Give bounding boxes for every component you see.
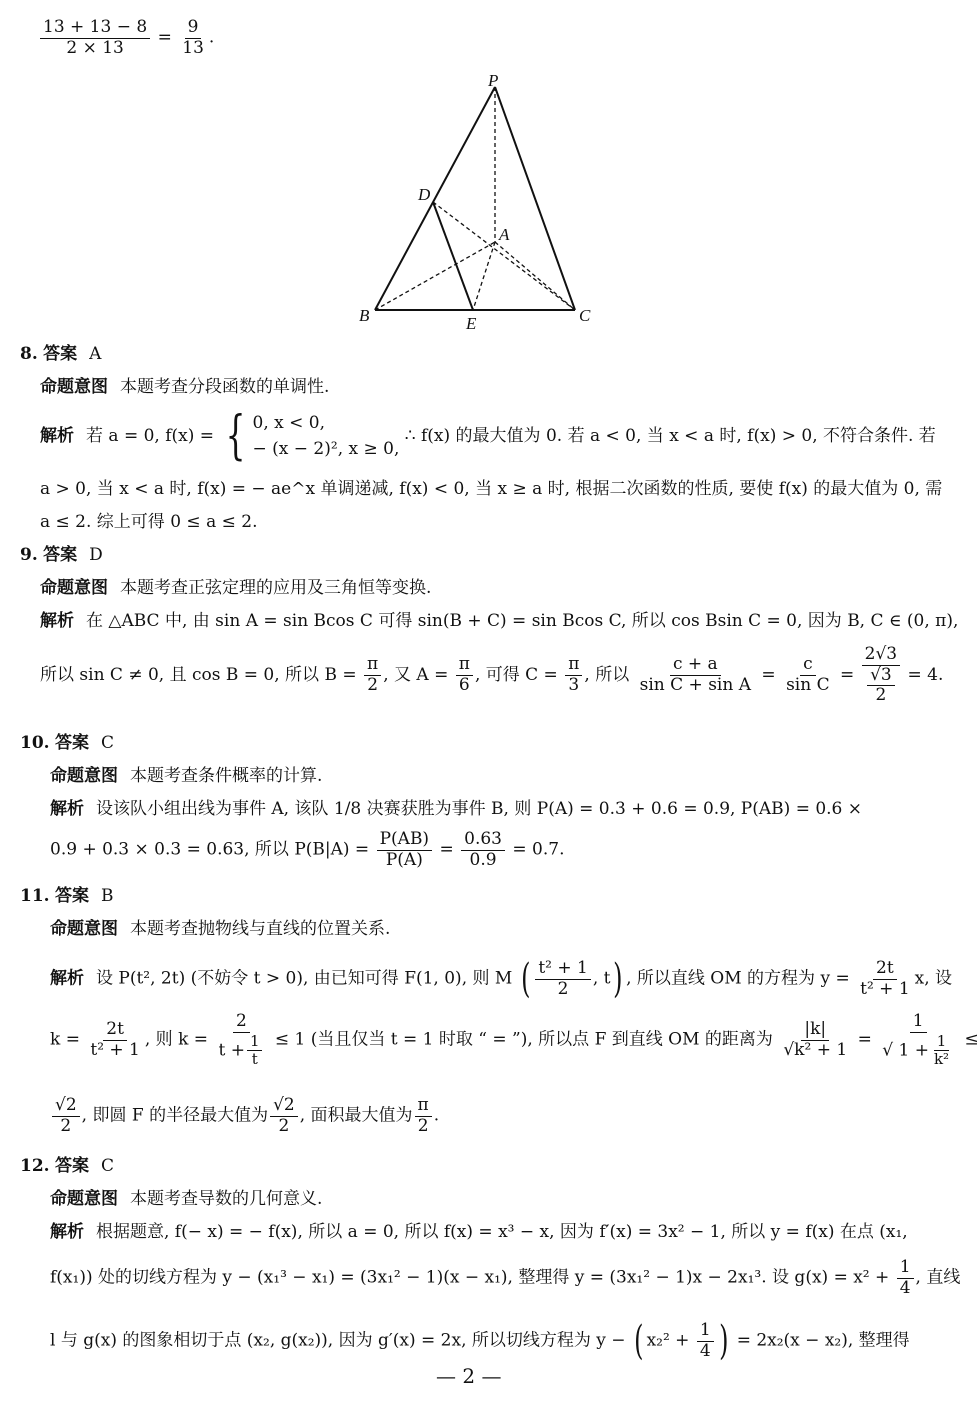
page-number: — 2 —: [436, 1364, 502, 1388]
q12-text-3b: x₂² +: [646, 1330, 690, 1351]
den: 2: [60, 1115, 72, 1136]
q11-intent: 本题考查抛物线与直线的位置关系.: [130, 919, 391, 939]
m-t: , t: [592, 968, 611, 989]
num: t² + 1: [535, 959, 591, 980]
label-C: C: [579, 306, 591, 325]
answer-label: 答案: [54, 886, 89, 906]
q11-analysis-line3: [50, 1096, 439, 1136]
label-E: E: [466, 314, 477, 333]
two: 2: [367, 674, 379, 695]
den: 2: [417, 1115, 429, 1136]
q12-analysis-line1: [50, 1222, 908, 1242]
edge-AE: [473, 242, 495, 310]
pi: π: [364, 655, 381, 676]
intent-label: 命题意图: [40, 578, 108, 598]
le-sign: ≤: [964, 1029, 979, 1050]
frac-1-4: [897, 1258, 914, 1298]
t: t: [251, 1049, 258, 1068]
q11-intent-line: [50, 919, 390, 939]
paren-left: (: [634, 1318, 644, 1364]
q9-number: 9.: [20, 545, 38, 565]
q8-analysis-line2: [40, 479, 942, 499]
result-denominator: 13: [182, 37, 204, 58]
q9-text-2b: , 又 A =: [383, 664, 449, 685]
den: [862, 666, 900, 706]
q11-text-3c: , 即圆 F 的半径最大值为: [81, 1105, 269, 1126]
den: P(A): [385, 849, 423, 870]
num: 2t: [873, 959, 897, 980]
intent-label: 命题意图: [50, 919, 118, 939]
one: 1: [247, 1033, 263, 1051]
q8-answer: A: [89, 344, 102, 364]
pyramid-figure: [350, 70, 610, 340]
q8-text-2: a > 0, 当 x < a 时, f(x) = − ae^x 单调递减, f(x) < 0, 当 x ≥ a 时, 根据二次函数的性质, 要使 f(x) 的最大值为 0, 需: [40, 479, 943, 499]
analysis-label: 解析: [50, 799, 84, 819]
q12-answer: C: [100, 1156, 114, 1176]
frac-m: [535, 959, 591, 999]
six: 6: [458, 674, 470, 695]
sqrt-1-plus: √ 1 +: [882, 1039, 929, 1060]
q12-analysis-line3: [50, 1317, 910, 1365]
num: 1: [897, 1258, 914, 1279]
answer-label: 答案: [54, 733, 89, 753]
num: c: [800, 655, 816, 676]
edge-PB: [375, 87, 495, 310]
den: t² + 1: [90, 1039, 140, 1060]
frac-k: [87, 1020, 143, 1060]
frac-sqrt2-2b: [270, 1096, 298, 1136]
q12-text-2a: f(x₁)) 处的切线方程为 y − (x₁³ − x₁) = (3x₁² − 1)(x − x₁), 整理得 y = (3x₁² − 1)x − 2x₁³. 设 g(x) = x² +: [50, 1267, 890, 1288]
label-D: D: [418, 185, 431, 204]
q8-intent-line: [40, 377, 329, 397]
frac-numerator: 13 + 13 − 8: [40, 18, 150, 39]
frac-dist: [780, 1020, 850, 1060]
frac-e: [879, 1012, 957, 1068]
frac-ca: [637, 655, 754, 695]
k2: k²: [933, 1049, 950, 1068]
den: [215, 1033, 267, 1069]
q8-number: 8.: [20, 344, 38, 364]
num: 2√3: [862, 645, 900, 666]
equals: =: [439, 839, 454, 860]
num: 1: [697, 1321, 714, 1342]
top-fraction: [40, 18, 150, 58]
q10-intent-line: [50, 766, 322, 786]
den: 2: [557, 978, 569, 999]
num: 1: [910, 1012, 927, 1033]
intent-label: 命题意图: [50, 766, 118, 786]
analysis-label: 解析: [50, 1222, 84, 1242]
q9-analysis-line1: [40, 611, 958, 631]
q9-text-2c: , 可得 C =: [474, 664, 558, 685]
q10-text-2: 0.9 + 0.3 × 0.3 = 0.63, 所以 P(B|A) =: [50, 839, 370, 860]
q11-answer: B: [100, 886, 114, 906]
frac-k2: [215, 1012, 267, 1068]
q12-text-3a: l 与 g(x) 的图象相切于点 (x₂, g(x₂)), 因为 g′(x) = 2x, 所以切线方程为 y −: [50, 1330, 626, 1351]
equals: =: [761, 664, 776, 685]
q11-text-1a: 设 P(t², 2t) (不妨令 t > 0), 由已知可得 F(1, 0), 则 M: [96, 968, 513, 989]
q10-answer: C: [100, 733, 114, 753]
q9-intent-line: [40, 578, 431, 598]
answer-label: 答案: [43, 344, 78, 364]
num: P(AB): [377, 830, 432, 851]
sqrt3: √3: [867, 666, 895, 687]
num: √2: [52, 1096, 80, 1117]
q9-answer: D: [89, 545, 103, 565]
equals: =: [840, 664, 855, 685]
num: π: [415, 1096, 432, 1117]
q11-text-1c: x, 设: [914, 968, 953, 989]
num: √2: [270, 1096, 298, 1117]
paren-right: ): [613, 956, 623, 1002]
piecewise-cases: [253, 410, 400, 463]
frac-c-sinc: [783, 655, 833, 695]
analysis-label: 解析: [40, 425, 74, 446]
q8-text-cont: ∴ f(x) 的最大值为 0. 若 a < 0, 当 x < a 时, f(x) > 0, 不符合条件. 若: [404, 425, 936, 446]
period: .: [208, 27, 215, 48]
q12-number: 12.: [20, 1156, 50, 1176]
answer-label: 答案: [54, 1156, 89, 1176]
den: sin C + sin A: [639, 674, 751, 695]
q11-text-3d: , 面积最大值为: [299, 1105, 413, 1126]
den: 2: [278, 1115, 290, 1136]
q10-analysis-line2: [50, 830, 565, 870]
analysis-label: 解析: [50, 968, 84, 989]
q11-text-1b: , 所以直线 OM 的方程为 y =: [626, 968, 850, 989]
q11-text-2c: ≤ 1 (当且仅当 t = 1 时取 “ = ”), 所以点 F 到直线 OM 的距离为: [274, 1029, 773, 1050]
den: √k² + 1: [783, 1039, 848, 1060]
q9-text-2d: , 所以: [584, 664, 630, 685]
q11-analysis-line1: [50, 955, 952, 1003]
den: sin C: [786, 674, 830, 695]
q12-intent-line: [50, 1189, 322, 1209]
pi: π: [456, 655, 473, 676]
three: 3: [568, 674, 580, 695]
q12-text-1: 根据题意, f(− x) = − f(x), 所以 a = 0, 所以 f(x) = x³ − x, 因为 f′(x) = 3x² − 1, 所以 y = f(x) 在点 (x₁,: [96, 1222, 908, 1242]
q8-answer-line: [20, 344, 101, 364]
result-fraction: [179, 18, 207, 58]
q12-text-2b: , 直线: [915, 1267, 961, 1288]
frac-1-4b: [697, 1321, 714, 1361]
intent-label: 命题意图: [50, 1189, 118, 1209]
answer-label: 答案: [43, 545, 78, 565]
equals-sign: =: [157, 27, 172, 48]
brace: {: [226, 406, 246, 467]
q12-text-3c: = 2x₂(x − x₂), 整理得: [736, 1330, 910, 1351]
den: 0.9: [469, 849, 497, 870]
q11-answer-line: [20, 886, 113, 906]
two: 2: [875, 685, 887, 706]
num: |k|: [801, 1020, 829, 1041]
edge-DA: [433, 202, 575, 310]
frac-denominator: 2 × 13: [66, 37, 124, 58]
one: 1: [934, 1033, 950, 1051]
result-numerator: 9: [185, 18, 202, 39]
t-plus: t +: [218, 1039, 245, 1060]
q9-answer-line: [20, 545, 103, 565]
q8-text: 若 a = 0, f(x) =: [86, 425, 215, 446]
case-2: − (x − 2)², x ≥ 0,: [252, 439, 400, 460]
analysis-label: 解析: [40, 611, 74, 631]
q9-result: = 4.: [907, 664, 944, 685]
q9-text-2a: 所以 sin C ≠ 0, 且 cos B = 0, 所以 B =: [40, 664, 357, 685]
frac-2sqrt3: [862, 645, 900, 706]
num: 0.63: [461, 830, 505, 851]
q10-intent: 本题考查条件概率的计算.: [130, 766, 323, 786]
top-result-line: [38, 18, 214, 58]
q11-number: 11.: [20, 886, 50, 906]
pi: π: [565, 655, 582, 676]
period: .: [433, 1105, 440, 1126]
q12-analysis-line2: [50, 1258, 960, 1298]
q9-text-1: 在 △ABC 中, 由 sin A = sin Bcos C 可得 sin(B + C) = sin Bcos C, 所以 cos Bsin C = 0, 因为 B, C ∈ (0, π),: [86, 611, 959, 631]
frac-063-09: [461, 830, 505, 870]
frac-pi-2: [364, 655, 381, 695]
label-B: B: [359, 306, 370, 325]
paren-right: ): [718, 1318, 729, 1364]
den: t² + 1: [860, 978, 910, 999]
case-1: 0, x < 0,: [252, 413, 325, 433]
q8-analysis-line3: [40, 512, 258, 532]
den: 4: [899, 1277, 911, 1298]
q9-intent: 本题考查正弦定理的应用及三角恒等变换.: [120, 578, 432, 598]
q10-number: 10.: [20, 733, 50, 753]
equals: =: [857, 1029, 872, 1050]
q12-answer-line: [20, 1156, 114, 1176]
q12-intent: 本题考查导数的几何意义.: [130, 1189, 323, 1209]
q8-text-3: a ≤ 2. 综上可得 0 ≤ a ≤ 2.: [40, 512, 258, 532]
intent-label: 命题意图: [40, 377, 108, 397]
num: 2t: [103, 1020, 127, 1041]
frac-pi-2b: [415, 1096, 432, 1136]
q11-text-2b: , 则 k =: [144, 1029, 209, 1050]
den: 4: [699, 1340, 711, 1361]
q10-analysis-line1: [50, 799, 862, 819]
frac-pi-3: [565, 655, 582, 695]
den: [879, 1033, 957, 1069]
num: c + a: [670, 655, 721, 676]
q11-text-2a: k =: [50, 1029, 80, 1050]
edge-DE: [433, 202, 473, 310]
q10-result: = 0.7.: [512, 839, 565, 860]
q8-intent: 本题考查分段函数的单调性.: [120, 377, 330, 397]
label-P: P: [488, 71, 499, 90]
q10-text-1: 设该队小组出线为事件 A, 该队 1/8 决赛获胜为事件 B, 则 P(A) = 0.3 + 0.6 = 0.9, P(AB) = 0.6 ×: [96, 799, 863, 819]
q11-analysis-line2: [50, 1012, 979, 1068]
paren-left: (: [520, 956, 531, 1002]
frac-sqrt2-2: [52, 1096, 80, 1136]
q10-answer-line: [20, 733, 114, 753]
q8-analysis-line1: [40, 406, 936, 467]
frac-pab-pa: [377, 830, 432, 870]
frac-pi-6: [456, 655, 473, 695]
num: 2: [233, 1012, 250, 1033]
label-A: A: [499, 225, 510, 244]
frac-y: [857, 959, 913, 999]
q9-analysis-line2: [40, 645, 943, 706]
